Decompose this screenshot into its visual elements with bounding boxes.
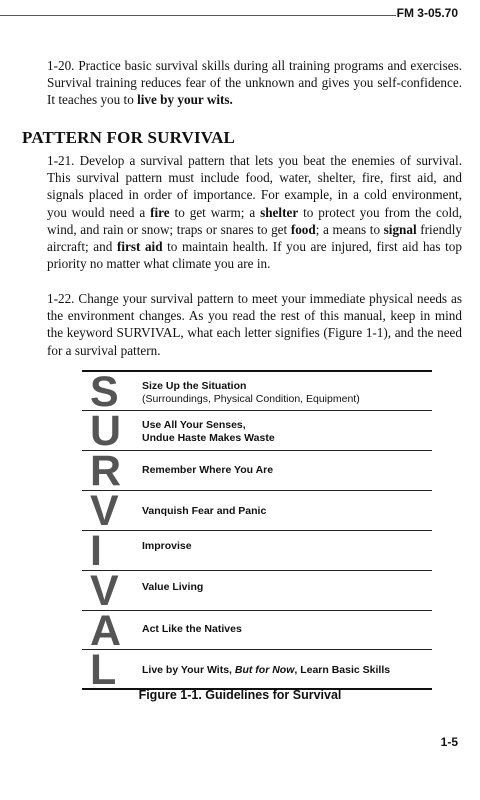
figure-row-u	[82, 407, 432, 455]
survival-acronym-figure	[82, 368, 432, 694]
acronym-letter: V	[90, 567, 119, 615]
emphasis-food: food	[290, 221, 316, 237]
figure-row-l	[82, 646, 432, 694]
guideline-text: Act Like the Natives	[142, 623, 242, 635]
emphasis-text: live by your wits.	[137, 92, 233, 108]
guideline-text-italic: But for Now	[234, 664, 295, 676]
figure-row-i	[82, 527, 432, 575]
guideline-text: Vanquish Fear and Panic	[142, 505, 267, 517]
acronym-letter: A	[90, 607, 122, 655]
guideline-line: Use All Your Senses,	[142, 419, 246, 431]
guideline-text-part: , Learn Basic Skills	[294, 664, 391, 676]
paragraph-text: 1-20. Practice basic survival skills during all training programs and exercises. Survival training reduces fear of the unknown and gives you self-confidence. It teaches you to	[47, 58, 462, 108]
guideline-line: (Surroundings, Physical Condition, Equipment)	[142, 392, 360, 405]
section-heading: PATTERN FOR SURVIVAL	[22, 128, 236, 147]
figure-row-v	[82, 487, 432, 535]
page-number: 1-5	[440, 735, 458, 749]
paragraph-text: 1-21. Develop a survival pattern that lets you beat the enemies of survival. This survival pattern must include food, water, shelter, fire, first aid, and signals placed in order of importance. For example, in a cold environment, you would need a	[47, 153, 462, 220]
acronym-letter: I	[90, 527, 102, 575]
guideline-text: Value Living	[142, 581, 204, 593]
paragraph-text: to protect you from the cold, wind, and rain or snow; traps or snares to get	[47, 204, 463, 237]
guideline-line: Undue Haste Makes Waste	[142, 431, 275, 444]
emphasis-first-aid: first aid	[116, 239, 163, 255]
guideline-text	[142, 380, 360, 405]
acronym-letter: L	[90, 646, 117, 694]
guideline-line: Size Up the Situation	[142, 380, 247, 392]
paragraph-text: friendly aircraft; and	[47, 221, 463, 255]
figure-row-s	[82, 368, 432, 416]
guideline-text	[142, 664, 390, 677]
document-code: FM 3-05.70	[396, 6, 458, 20]
paragraph-1-22: 1-22. Change your survival pattern to meet your immediate physical needs as the environment changes. As you read the rest of this manual, keep in mind the keyword SURVIVAL, what each letter signifies (Figure 1-1), and the need for a survival pattern.	[47, 291, 462, 358]
paragraph-1-20	[47, 57, 462, 109]
paragraph-text: to get warm; a	[169, 204, 261, 220]
figure-caption: Figure 1-1. Guidelines for Survival	[138, 688, 342, 702]
guideline-text-part: Live by Your Wits,	[142, 664, 235, 676]
paragraph-1-21	[47, 152, 462, 272]
guideline-text: Improvise	[142, 540, 192, 552]
acronym-letter: U	[90, 407, 122, 455]
emphasis-fire: fire	[150, 204, 170, 220]
figure-row-v-2	[82, 567, 432, 615]
guideline-text	[142, 419, 275, 444]
paragraph-text: to maintain health. If you are injured, first aid has top priority no matter what climate you are in.	[47, 239, 462, 272]
paragraph-text: ; a means to	[315, 221, 384, 237]
emphasis-signal: signal	[383, 221, 417, 237]
figure-row-r	[82, 447, 432, 495]
guideline-text: Remember Where You Are	[142, 464, 274, 476]
header-rule	[0, 15, 396, 16]
acronym-letter: S	[90, 368, 119, 416]
emphasis-shelter: shelter	[260, 204, 299, 220]
figure-row-a	[82, 607, 432, 655]
acronym-letter: R	[90, 447, 122, 495]
acronym-letter: V	[90, 487, 119, 535]
